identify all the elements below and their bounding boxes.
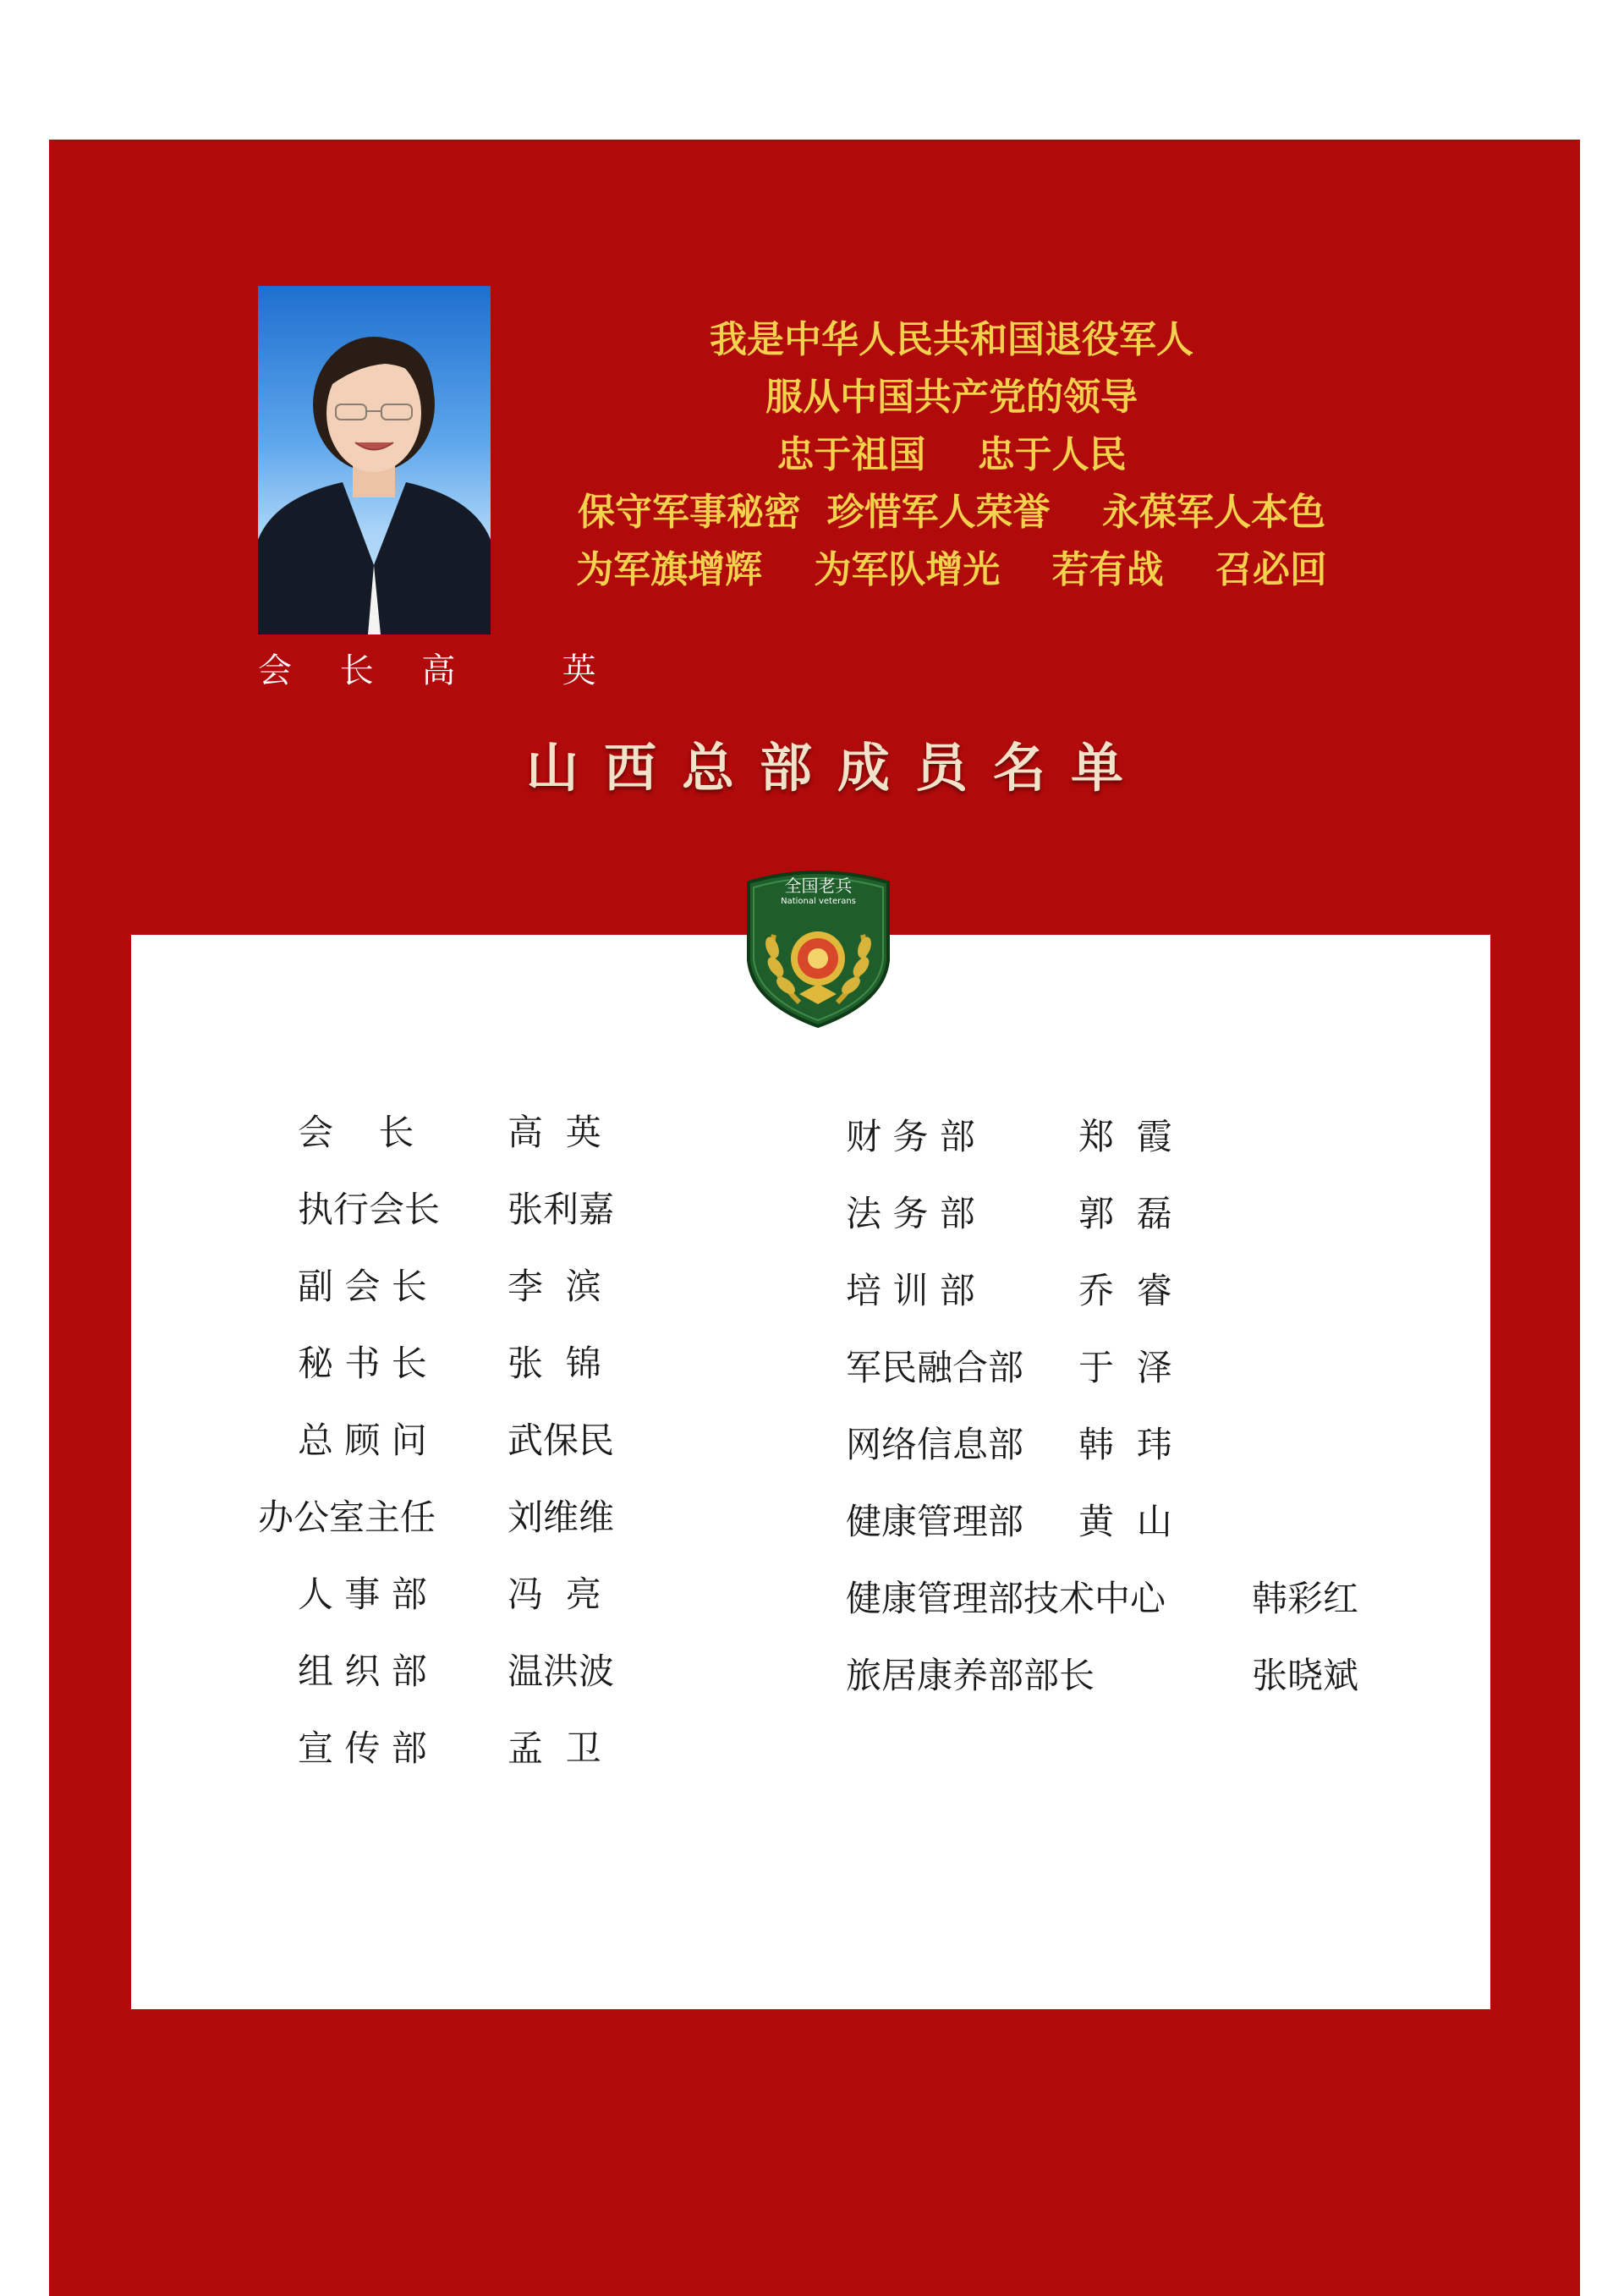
member-role: 网络信息部 [846, 1424, 1024, 1465]
oath-line: 保守军事秘密 珍惜军人荣誉 永葆军人本色 [578, 491, 1325, 534]
member-name: 张利嘉 [508, 1189, 615, 1230]
member-role: 财 务 部 [846, 1116, 975, 1157]
member-name: 张晓斌 [1252, 1655, 1359, 1696]
list-item [254, 1248, 677, 1325]
member-name: 高 英 [508, 1112, 601, 1153]
member-name: 孟 卫 [508, 1727, 601, 1769]
member-role: 健康管理部 [846, 1501, 1024, 1542]
list-item [846, 1098, 1438, 1175]
member-role: 副 会 长 [298, 1266, 427, 1307]
member-role: 法 务 部 [846, 1193, 975, 1234]
member-name: 黄 山 [1078, 1501, 1172, 1542]
member-name: 于 泽 [1078, 1347, 1172, 1388]
national-veterans-emblem [740, 867, 897, 1028]
member-list-right [846, 1098, 1438, 1714]
list-item [846, 1252, 1438, 1329]
list-item [846, 1483, 1438, 1560]
member-name: 李 滨 [508, 1266, 601, 1307]
portrait-caption: 会 长 高 英 [258, 651, 615, 690]
member-name: 冯 亮 [508, 1574, 601, 1615]
member-role: 会 长 [298, 1112, 414, 1153]
member-role: 组 织 部 [298, 1651, 427, 1692]
member-name: 韩 玮 [1078, 1424, 1172, 1465]
member-role: 办公室主任 [258, 1497, 436, 1538]
member-role: 健康管理部技术中心 [846, 1578, 1166, 1619]
member-role: 宣 传 部 [298, 1727, 427, 1769]
member-role: 总 顾 问 [298, 1420, 427, 1461]
list-item [846, 1329, 1438, 1406]
list-item [846, 1406, 1438, 1483]
member-role: 旅居康养部部长 [846, 1655, 1095, 1696]
list-item [254, 1094, 677, 1171]
member-name: 韩彩红 [1252, 1578, 1359, 1619]
list-item [254, 1171, 677, 1248]
member-name: 乔 睿 [1078, 1270, 1172, 1311]
portrait-illustration [258, 286, 491, 634]
member-role: 秘 书 长 [298, 1343, 427, 1384]
member-role: 人 事 部 [298, 1574, 427, 1615]
list-item [846, 1175, 1438, 1252]
emblem-subtitle: National veterans [781, 897, 856, 906]
member-name: 郭 磊 [1078, 1193, 1172, 1234]
president-portrait [258, 286, 491, 634]
veteran-oath [558, 311, 1345, 599]
member-name: 武保民 [508, 1420, 615, 1461]
list-item [254, 1710, 677, 1787]
member-role: 军民融合部 [846, 1347, 1024, 1388]
oath-line: 服从中国共产党的领导 [765, 376, 1138, 419]
list-item [254, 1633, 677, 1710]
oath-line: 我是中华人民共和国退役军人 [710, 318, 1193, 361]
list-item [254, 1479, 677, 1556]
member-role: 执行会长 [298, 1189, 441, 1230]
list-item [846, 1637, 1438, 1714]
member-list-left [254, 1094, 677, 1787]
member-name: 郑 霞 [1078, 1116, 1172, 1157]
emblem-title: 全国老兵 [784, 876, 853, 896]
member-role: 培 训 部 [846, 1270, 975, 1311]
list-item [254, 1402, 677, 1479]
list-item [254, 1325, 677, 1402]
member-name: 张 锦 [508, 1343, 601, 1384]
member-name: 温洪波 [508, 1651, 615, 1692]
list-item [254, 1556, 677, 1633]
member-name: 刘维维 [508, 1497, 615, 1538]
member-list-title: 山西总部成员名单 [525, 737, 1149, 799]
oath-line: 为军旗增辉 为军队增光 若有战 召必回 [576, 548, 1327, 591]
oath-line: 忠于祖国 忠于人民 [776, 433, 1127, 476]
list-item [846, 1560, 1438, 1637]
